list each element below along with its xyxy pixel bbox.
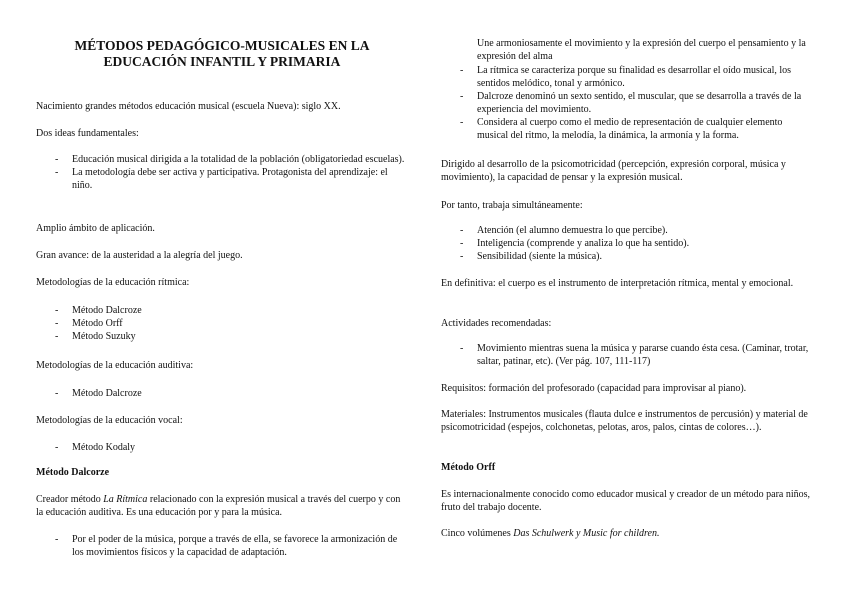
list-item: - Considera al cuerpo como el medio de representación de cualquier elemento musical del ritmo, la melodía, la dinámica, la armonía y la forma.	[441, 116, 814, 142]
list-item: - Inteligencia (comprende y analiza lo que ha sentido).	[441, 237, 814, 250]
creador-text-b: relacionado con la expresión musical a través del cuerpo y con la educación auditiva. Es una educación por y para la música.	[36, 494, 401, 518]
paragraph-ambito: Amplio ámbito de aplicación.	[36, 223, 155, 234]
paragraph-por-tanto: Por tanto, trabaja simultáneamente:	[441, 200, 583, 211]
paragraph-nacimiento: Nacimiento grandes métodos educación musical (escuela Nueva): siglo XX.	[36, 101, 341, 112]
creador-text-a: Creador método	[36, 494, 104, 505]
list-item: - Método Suzuky	[36, 330, 408, 343]
paragraph-creador	[36, 493, 408, 519]
paragraph-requisitos: Requisitos: formación del profesorado (capacidad para improvisar al piano).	[441, 383, 747, 394]
list-item: - La rítmica se caracteriza porque su finalidad es desarrollar el oído musical, los sentidos melódico, tonal y armónico.	[441, 64, 814, 90]
paragraph-dirigido: Dirigido al desarrollo de la psicomotricidad (percepción, expresión corporal, música y movimiento), la capacidad de pensar y la expresión musical.	[441, 159, 786, 183]
heading-orff: Método Orff	[441, 462, 496, 473]
cinco-italic: Das Schulwerk y Music for children.	[513, 528, 660, 539]
ideas-list	[36, 153, 408, 192]
document-title: MÉTODOS PEDAGÓGICO-MUSICALES EN LA EDUCACIÓN INFANTIL Y PRIMARIA	[74, 38, 370, 69]
paragraph-avance: Gran avance: de la austeridad a la alegría del juego.	[36, 250, 243, 261]
list-item: - Movimiento mientras suena la música y pararse cuando ésta cesa. (Caminar, trotar, saltar, patinar, etc). (Ver pág. 107, 111-117)	[441, 342, 814, 368]
paragraph-cinco	[441, 527, 814, 540]
dalcroze-bullets	[441, 64, 814, 142]
paragraph-definitiva: En definitiva: el cuerpo es el instrumento de interpretación rítmica, mental y emocional.	[441, 278, 794, 289]
paragraph-dos-ideas: Dos ideas fundamentales:	[36, 128, 139, 139]
paragraph-auditiva: Metodologías de la educación auditiva:	[36, 360, 194, 371]
list-item: - Educación musical dirigida a la totalidad de la población (obligatoriedad escuelas).	[36, 153, 408, 166]
paragraph-actividades: Actividades recomendadas:	[441, 318, 552, 329]
list-item: - Dalcroze denominó un sexto sentido, el muscular, que se desarrolla a través de la experiencia del movimiento.	[441, 90, 814, 116]
list-item: - Método Kodaly	[36, 441, 408, 454]
list-item: - Método Dalcroze	[36, 304, 408, 317]
list-item: - Atención (el alumno demuestra lo que percibe).	[441, 224, 814, 237]
paragraph-continuation: Une armoniosamente el movimiento y la expresión del cuerpo el pensamiento y la expresión del alma	[477, 38, 806, 62]
paragraph-orff: Es internacionalmente conocido como educador musical y creador de un método para niños, fruto del trabajo docente.	[441, 489, 811, 513]
simultaneous-list	[441, 224, 814, 263]
cinco-text: Cinco volúmenes	[441, 528, 514, 539]
paragraph-ritmica: Metodologías de la educación rítmica:	[36, 277, 190, 288]
heading-dalcroze: Método Dalcorze	[36, 467, 110, 478]
auditiva-list	[36, 387, 408, 400]
ritmica-list	[36, 304, 408, 343]
list-item: - Método Dalcroze	[36, 387, 408, 400]
creador-italic: La Rítmica	[103, 494, 148, 505]
paragraph-materiales: Materiales: Instrumentos musicales (flauta dulce e instrumentos de percusión) y material de psicomotricidad (espejos, colchonetas, pelotas, aros, palos, cintas de colores…).	[441, 409, 808, 433]
vocal-list	[36, 441, 408, 454]
list-item: - Sensibilidad (siente la música).	[441, 250, 814, 263]
list-item: - Método Orff	[36, 317, 408, 330]
poder-list	[36, 533, 408, 559]
paragraph-vocal: Metodologías de la educación vocal:	[36, 415, 183, 426]
list-item: - Por el poder de la música, porque a través de ella, se favorece la armonización de los movimientos físicos y la capacidad de adaptación.	[36, 533, 408, 559]
list-item: - La metodología debe ser activa y participativa. Protagonista del aprendizaje: el niño.	[36, 166, 408, 192]
actividades-list	[441, 342, 814, 368]
